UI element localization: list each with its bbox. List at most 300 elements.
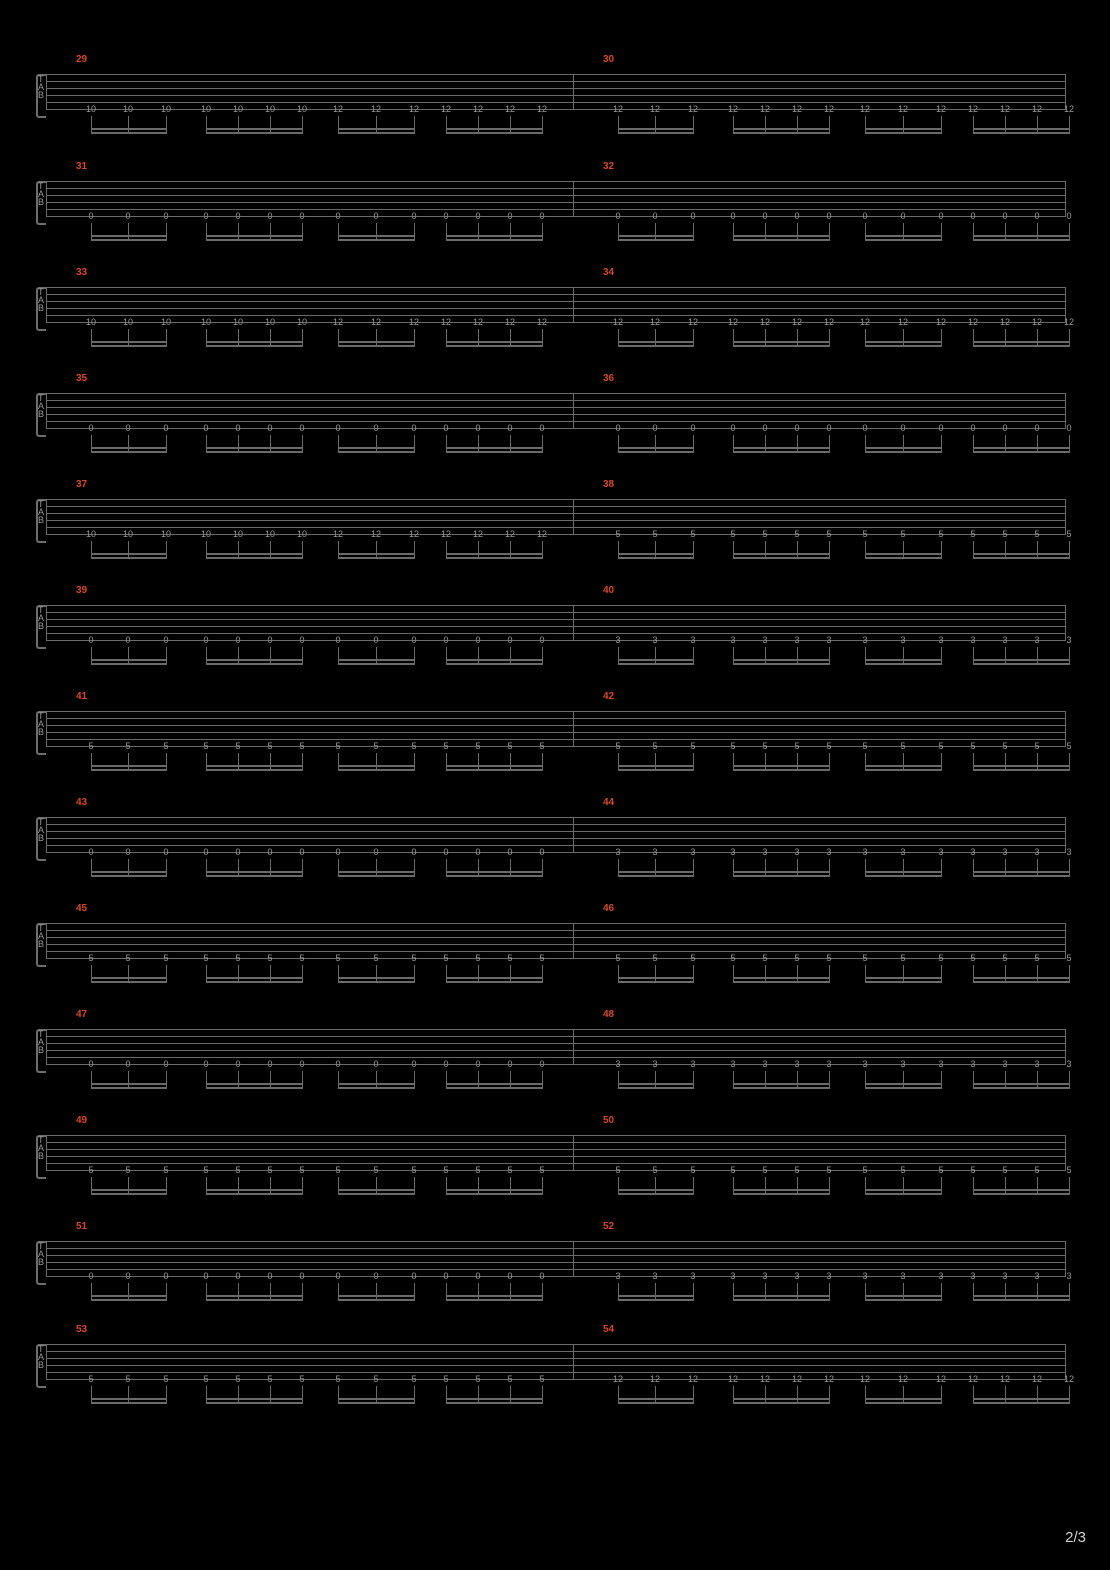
stem — [414, 753, 415, 771]
staff-system — [36, 791, 1072, 875]
beam-group — [973, 1283, 1069, 1301]
tab-note: 3 — [762, 635, 768, 645]
stem — [270, 859, 271, 877]
stem — [338, 859, 339, 877]
measure-number: 30 — [603, 54, 615, 65]
stem — [510, 541, 511, 559]
tab-note: 10 — [264, 529, 276, 539]
staff-line — [46, 109, 1066, 110]
tab-note: 12 — [440, 529, 452, 539]
tab-note: 12 — [649, 1374, 661, 1384]
stem — [693, 1177, 694, 1195]
staff-line — [46, 407, 1066, 408]
tab-note: 3 — [652, 847, 658, 857]
staff-line — [46, 428, 1066, 429]
tab-note: 5 — [235, 1374, 241, 1384]
tab-note: 12 — [536, 317, 548, 327]
tab-note: 5 — [125, 953, 131, 963]
tab-note: 3 — [762, 1271, 768, 1281]
beam — [973, 977, 1069, 979]
beam — [206, 132, 302, 134]
tab-note: 12 — [687, 317, 699, 327]
tab-note: 0 — [862, 211, 868, 221]
tab-note: 3 — [730, 1059, 736, 1069]
tab-note: 5 — [475, 1374, 481, 1384]
stem — [510, 1071, 511, 1089]
staff-line — [46, 1142, 1066, 1143]
tab-note: 3 — [862, 847, 868, 857]
stem — [1005, 647, 1006, 665]
tab-note: 0 — [443, 1059, 449, 1069]
tab-note: 3 — [794, 635, 800, 645]
stem — [238, 1071, 239, 1089]
staff-line — [46, 838, 1066, 839]
tab-note: 0 — [443, 1271, 449, 1281]
beam-group — [206, 859, 302, 877]
tab-note: 12 — [612, 1374, 624, 1384]
tab-clef-letter: A — [38, 719, 45, 729]
tab-note: 0 — [88, 211, 94, 221]
stem — [238, 1386, 239, 1404]
tab-clef-letter: T — [38, 1029, 44, 1039]
stem — [941, 1386, 942, 1404]
measure-number: 36 — [603, 373, 615, 384]
stem — [797, 1177, 798, 1195]
beam — [206, 447, 302, 449]
tab-staff — [46, 181, 1066, 221]
barline — [46, 1344, 47, 1379]
tab-note: 10 — [264, 104, 276, 114]
stem — [206, 223, 207, 241]
beam — [733, 1083, 829, 1085]
beam — [446, 769, 542, 771]
stem — [510, 435, 511, 453]
beam-group — [338, 1177, 414, 1195]
tab-note: 0 — [88, 423, 94, 433]
stem — [655, 329, 656, 347]
beam-group — [91, 1071, 166, 1089]
tab-note: 10 — [160, 529, 172, 539]
tab-note: 0 — [1002, 211, 1008, 221]
stem — [797, 329, 798, 347]
tab-note: 5 — [1066, 1165, 1072, 1175]
beam — [733, 1087, 829, 1089]
beam-group — [973, 1386, 1069, 1404]
stem — [376, 541, 377, 559]
tab-note: 5 — [794, 741, 800, 751]
tab-note: 10 — [296, 317, 308, 327]
stem — [765, 541, 766, 559]
staff-line — [46, 202, 1066, 203]
stem — [973, 647, 974, 665]
stem — [91, 1386, 92, 1404]
tab-staff — [46, 817, 1066, 857]
tab-note: 0 — [88, 1271, 94, 1281]
tab-clef-letter: T — [38, 711, 44, 721]
stem — [338, 541, 339, 559]
tab-note: 5 — [1066, 529, 1072, 539]
stem — [414, 223, 415, 241]
tab-note: 0 — [762, 211, 768, 221]
stem — [302, 1071, 303, 1089]
beam — [973, 128, 1069, 130]
stem — [166, 1386, 167, 1404]
stem — [338, 116, 339, 134]
beam-group — [206, 753, 302, 771]
beam — [733, 1398, 829, 1400]
beam — [973, 1189, 1069, 1191]
stem — [414, 541, 415, 559]
stem — [166, 116, 167, 134]
tab-note: 12 — [823, 317, 835, 327]
beam — [446, 1087, 542, 1089]
stem — [91, 435, 92, 453]
stem — [542, 116, 543, 134]
stem — [1005, 859, 1006, 877]
beam — [206, 1087, 302, 1089]
tab-note: 3 — [615, 847, 621, 857]
stem — [270, 647, 271, 665]
beam — [206, 1402, 302, 1404]
barline — [46, 923, 47, 958]
tab-note: 0 — [1002, 423, 1008, 433]
tab-note: 3 — [1002, 1059, 1008, 1069]
beam — [973, 1402, 1069, 1404]
stem — [338, 1071, 339, 1089]
stem — [478, 753, 479, 771]
stem — [166, 1071, 167, 1089]
stem — [414, 435, 415, 453]
stem — [765, 116, 766, 134]
beam — [973, 1193, 1069, 1195]
tab-note: 5 — [88, 1165, 94, 1175]
beam — [733, 239, 829, 241]
stem — [1037, 435, 1038, 453]
stem — [128, 965, 129, 983]
stem — [446, 1177, 447, 1195]
tab-staff — [46, 74, 1066, 114]
tab-note: 3 — [1002, 847, 1008, 857]
stem — [128, 541, 129, 559]
tab-note: 0 — [163, 423, 169, 433]
stem — [542, 1071, 543, 1089]
tab-clef-letter: T — [38, 393, 44, 403]
staff-line — [46, 930, 1066, 931]
stem — [829, 329, 830, 347]
beam-group — [618, 1386, 693, 1404]
stem — [829, 647, 830, 665]
tab-note: 12 — [897, 317, 909, 327]
beam-group — [973, 1177, 1069, 1195]
tab-note: 0 — [690, 211, 696, 221]
stem — [414, 965, 415, 983]
tab-note: 0 — [373, 423, 379, 433]
tab-clef-letter: A — [38, 613, 45, 623]
beam-group — [618, 1177, 693, 1195]
tab-note: 3 — [1002, 635, 1008, 645]
beam — [973, 1087, 1069, 1089]
tab-note: 0 — [125, 635, 131, 645]
staff-line — [46, 1365, 1066, 1366]
beam-group — [338, 1386, 414, 1404]
stem — [903, 1071, 904, 1089]
tab-note: 5 — [507, 1374, 513, 1384]
stem — [973, 1071, 974, 1089]
tab-clef-letter: A — [38, 82, 45, 92]
stem — [1069, 1283, 1070, 1301]
tab-note: 10 — [85, 317, 97, 327]
beam-group — [91, 435, 166, 453]
staff-line — [46, 88, 1066, 89]
beam — [206, 765, 302, 767]
beam — [733, 235, 829, 237]
staff-system — [36, 579, 1072, 663]
beam-group — [865, 541, 941, 559]
stem — [128, 1283, 129, 1301]
tab-clef-letter: B — [38, 1360, 45, 1370]
stem — [446, 753, 447, 771]
measure-number: 54 — [603, 1324, 615, 1335]
tab-note: 5 — [335, 1165, 341, 1175]
beam-group — [618, 753, 693, 771]
tab-note: 0 — [475, 423, 481, 433]
beam — [446, 557, 542, 559]
beam-group — [338, 965, 414, 983]
tab-note: 0 — [938, 211, 944, 221]
tab-note: 5 — [826, 741, 832, 751]
tab-note: 0 — [373, 1059, 379, 1069]
staff-system — [36, 473, 1072, 557]
stem — [865, 541, 866, 559]
beam-group — [338, 435, 414, 453]
tab-clef-letter: T — [38, 605, 44, 615]
tab-note: 0 — [411, 1059, 417, 1069]
tab-note: 0 — [125, 847, 131, 857]
staff-line — [46, 393, 1066, 394]
stem — [302, 965, 303, 983]
stem — [166, 329, 167, 347]
staff-line — [46, 287, 1066, 288]
beam-group — [618, 541, 693, 559]
staff-line — [46, 499, 1066, 500]
tab-note: 0 — [267, 1059, 273, 1069]
stem — [865, 647, 866, 665]
tab-clef-letter: B — [38, 727, 45, 737]
tab-note: 0 — [652, 211, 658, 221]
stem — [655, 435, 656, 453]
staff-line — [46, 612, 1066, 613]
beam — [446, 1295, 542, 1297]
tab-note: 3 — [1066, 847, 1072, 857]
beam — [973, 1398, 1069, 1400]
tab-staff — [46, 711, 1066, 751]
stem — [446, 647, 447, 665]
measure-number: 44 — [603, 797, 615, 808]
tab-note: 5 — [125, 1165, 131, 1175]
tab-note: 3 — [970, 1271, 976, 1281]
stem — [903, 116, 904, 134]
beam — [973, 451, 1069, 453]
staff-line — [46, 1372, 1066, 1373]
stem — [618, 329, 619, 347]
beam — [206, 977, 302, 979]
tab-clef-letter: B — [38, 515, 45, 525]
beam — [973, 1299, 1069, 1301]
stem — [903, 329, 904, 347]
stem — [542, 1386, 543, 1404]
staff-line — [46, 414, 1066, 415]
stem — [618, 647, 619, 665]
beam-group — [446, 1177, 542, 1195]
beam — [973, 769, 1069, 771]
measure-number: 49 — [76, 1115, 88, 1126]
beam — [206, 128, 302, 130]
stem — [1037, 1071, 1038, 1089]
beam-group — [733, 1071, 829, 1089]
tab-note: 0 — [475, 635, 481, 645]
measure-number: 29 — [76, 54, 88, 65]
tab-note: 5 — [1002, 953, 1008, 963]
tab-clef-letter: A — [38, 189, 45, 199]
beam-group — [206, 647, 302, 665]
staff-line — [46, 923, 1066, 924]
tab-note: 3 — [862, 635, 868, 645]
tab-note: 5 — [826, 953, 832, 963]
beam — [206, 1193, 302, 1195]
barline — [46, 499, 47, 534]
beam — [733, 132, 829, 134]
beam-group — [91, 1283, 166, 1301]
beam-group — [733, 435, 829, 453]
stem — [1005, 1386, 1006, 1404]
beam — [446, 981, 542, 983]
tab-note: 5 — [652, 1165, 658, 1175]
beam — [446, 451, 542, 453]
stem — [206, 329, 207, 347]
beam-group — [618, 647, 693, 665]
stem — [270, 541, 271, 559]
tab-note: 5 — [1034, 1165, 1040, 1175]
tab-staff — [46, 923, 1066, 963]
tab-note: 12 — [727, 317, 739, 327]
beam-group — [865, 647, 941, 665]
staff-line — [46, 732, 1066, 733]
stem — [91, 1283, 92, 1301]
stem — [797, 1283, 798, 1301]
stem — [510, 1283, 511, 1301]
tab-note: 12 — [504, 529, 516, 539]
staff-line — [46, 1248, 1066, 1249]
tab-note: 5 — [203, 1165, 209, 1175]
tab-note: 0 — [267, 635, 273, 645]
stem — [1005, 1177, 1006, 1195]
tab-staff — [46, 1344, 1066, 1384]
beam-group — [206, 116, 302, 134]
tab-note: 5 — [730, 953, 736, 963]
stem — [542, 859, 543, 877]
tab-clef-letter: B — [38, 197, 45, 207]
stem — [128, 1071, 129, 1089]
tab-staff — [46, 1241, 1066, 1281]
tab-note: 3 — [652, 1059, 658, 1069]
beam — [206, 659, 302, 661]
staff-line — [46, 1057, 1066, 1058]
tab-note: 5 — [970, 1165, 976, 1175]
beam — [973, 447, 1069, 449]
beam-group — [91, 965, 166, 983]
tab-clef-letter: A — [38, 1249, 45, 1259]
tab-clef-letter: A — [38, 1352, 45, 1362]
barline — [46, 1029, 47, 1064]
beam-group — [618, 223, 693, 241]
beam-group — [733, 753, 829, 771]
tab-note: 3 — [862, 1271, 868, 1281]
tab-note: 5 — [826, 1165, 832, 1175]
tab-note: 12 — [999, 1374, 1011, 1384]
tab-note: 5 — [203, 741, 209, 751]
beam — [446, 1402, 542, 1404]
beam — [206, 1299, 302, 1301]
measure-number: 35 — [76, 373, 88, 384]
tab-note: 0 — [507, 847, 513, 857]
tab-note: 0 — [730, 423, 736, 433]
stem — [376, 435, 377, 453]
stem — [765, 329, 766, 347]
beam-group — [338, 753, 414, 771]
stem — [1069, 965, 1070, 983]
stem — [238, 116, 239, 134]
tab-note: 5 — [794, 529, 800, 539]
beam — [446, 1398, 542, 1400]
stem — [733, 647, 734, 665]
tab-note: 12 — [859, 104, 871, 114]
stem — [733, 1283, 734, 1301]
stem — [618, 116, 619, 134]
staff-line — [46, 1036, 1066, 1037]
tab-note: 5 — [652, 529, 658, 539]
beam-group — [446, 1071, 542, 1089]
tab-note: 5 — [539, 953, 545, 963]
tab-clef-letter: T — [38, 287, 44, 297]
tab-note: 5 — [762, 741, 768, 751]
tab-note: 12 — [440, 317, 452, 327]
tab-note: 12 — [967, 1374, 979, 1384]
beam — [973, 875, 1069, 877]
beam — [733, 1402, 829, 1404]
stem — [655, 1283, 656, 1301]
tab-note: 0 — [443, 423, 449, 433]
stem — [618, 435, 619, 453]
measure-number: 40 — [603, 585, 615, 596]
stem — [1005, 541, 1006, 559]
stem — [206, 541, 207, 559]
tab-note: 5 — [690, 529, 696, 539]
beam — [206, 557, 302, 559]
stem — [270, 329, 271, 347]
tab-note: 0 — [335, 423, 341, 433]
stem — [618, 965, 619, 983]
stem — [941, 435, 942, 453]
beam-group — [865, 223, 941, 241]
stem — [1037, 1177, 1038, 1195]
tab-note: 3 — [1066, 1271, 1072, 1281]
barline — [573, 923, 574, 958]
stem — [478, 1386, 479, 1404]
tab-note: 0 — [475, 1271, 481, 1281]
staff-line — [46, 831, 1066, 832]
beam — [446, 553, 542, 555]
tab-note: 12 — [472, 104, 484, 114]
